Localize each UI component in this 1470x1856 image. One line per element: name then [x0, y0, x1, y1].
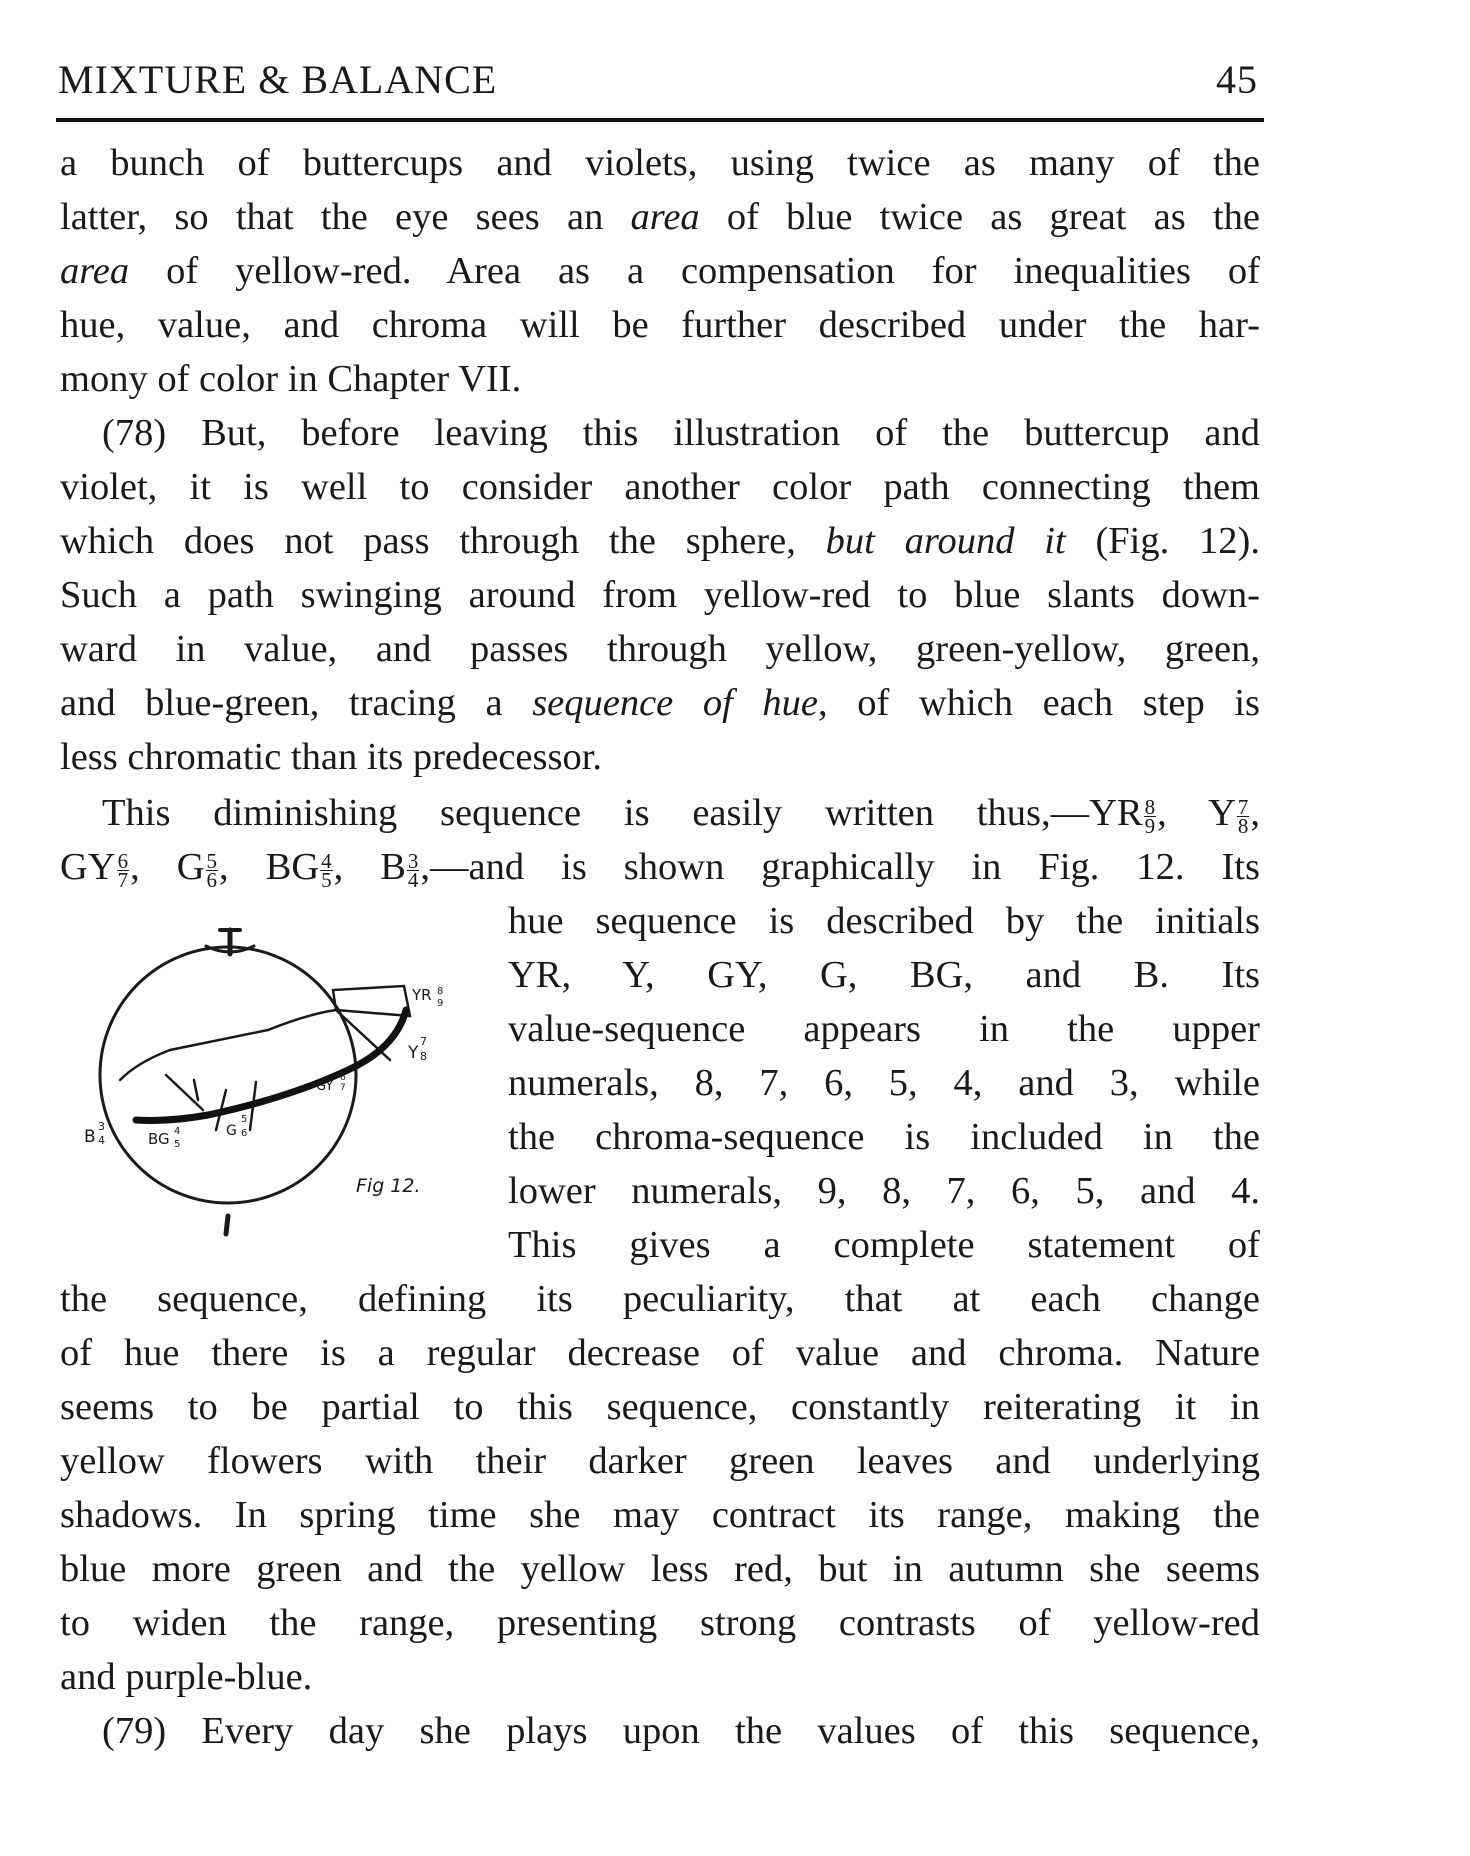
text-line: hue, value, and chroma will be further described under the har-	[60, 304, 1260, 346]
svg-text:4: 4	[98, 1134, 105, 1147]
svg-text:4: 4	[174, 1126, 181, 1137]
figure-caption: Fig 12.	[356, 1175, 421, 1197]
text-line: hue sequence is described by the initials	[508, 900, 1260, 942]
svg-text:5: 5	[174, 1139, 181, 1150]
text-line: to widen the range, presenting strong contrasts of yellow-red	[60, 1602, 1260, 1644]
label-y: Y	[408, 1043, 419, 1063]
header-rule	[56, 118, 1264, 122]
figure-12-color-sphere	[78, 910, 498, 1250]
sphere-outline	[100, 947, 356, 1203]
fraction: $\frac{5}{6}$	[206, 848, 218, 892]
text-line: area of yellow-red. Area as a compensation for inequalities of	[60, 250, 1260, 292]
text-line: lower numerals, 9, 8, 7, 6, 5, and 4.	[508, 1170, 1260, 1212]
text-line: (79) Every day she plays upon the values of this sequence,	[102, 1710, 1260, 1752]
svg-text:8: 8	[437, 986, 444, 997]
text-line: GY $\frac{6}{7}$ , G $\frac{5}{6}$ , BG $\frac{4}{5}$ , B $\frac{3}{4}$ ,—and is shown graphically in Fig. 12. Its	[60, 846, 1260, 892]
text-line: less chromatic than its predecessor.	[60, 736, 603, 778]
text-line: This diminishing sequence is easily written thus,—YR $\frac{8}{9}$ , Y $\frac{7}{8}$ ,	[102, 792, 1260, 838]
running-header	[56, 52, 1264, 108]
svg-text:6: 6	[340, 1073, 346, 1083]
text-line: blue more green and the yellow less red, but in autumn she seems	[60, 1548, 1260, 1590]
svg-text:5: 5	[241, 1114, 248, 1125]
page-number: 45	[1216, 57, 1258, 102]
text-line: which does not pass through the sphere, but around it (Fig. 12).	[60, 520, 1260, 562]
fraction: $\frac{7}{8}$	[1237, 794, 1249, 838]
text-line: the sequence, defining its peculiarity, that at each change	[60, 1278, 1260, 1320]
text-line: violet, it is well to consider another color path connecting them	[60, 466, 1260, 508]
label-yr: YR	[412, 986, 432, 1004]
fraction: $\frac{8}{9}$	[1144, 794, 1156, 838]
text-line: This gives a complete statement of	[508, 1224, 1260, 1266]
text-line: (78) But, before leaving this illustration of the buttercup and	[102, 412, 1260, 454]
svg-text:7: 7	[420, 1035, 427, 1048]
text-line: seems to be partial to this sequence, constantly reiterating it in	[60, 1386, 1260, 1428]
text-line: shadows. In spring time she may contract its range, making the	[60, 1494, 1260, 1536]
text-line: ward in value, and passes through yellow, green-yellow, green,	[60, 628, 1260, 670]
svg-text:9: 9	[437, 998, 444, 1009]
label-gy: GY	[316, 1079, 334, 1094]
bottom-axis	[226, 1216, 228, 1234]
sequence-path	[136, 1010, 406, 1120]
label-bg: BG	[148, 1130, 170, 1148]
chapter-title: MIXTURE & BALANCE	[58, 57, 498, 102]
label-b: B	[84, 1127, 96, 1147]
fraction: $\frac{3}{4}$	[407, 848, 419, 892]
fraction: $\frac{4}{5}$	[321, 848, 332, 892]
text-line: the chroma-sequence is included in the	[508, 1116, 1260, 1158]
wedge	[333, 986, 410, 1016]
text-line: yellow flowers with their darker green leaves and underlying	[60, 1440, 1260, 1482]
svg-text:7: 7	[340, 1083, 346, 1093]
text-line: latter, so that the eye sees an area of blue twice as great as the	[60, 196, 1260, 238]
text-line: and blue-green, tracing a sequence of hue, of which each step is	[60, 682, 1261, 724]
text-line: YR, Y, GY, G, BG, and B. Its	[508, 954, 1260, 996]
text-line: mony of color in Chapter VII.	[60, 358, 522, 400]
svg-text:6: 6	[241, 1128, 248, 1139]
text-line: and purple-blue.	[60, 1656, 313, 1698]
svg-text:3: 3	[98, 1120, 105, 1133]
svg-text:8: 8	[420, 1050, 427, 1063]
fraction: $\frac{6}{7}$	[117, 848, 129, 892]
text-line: a bunch of buttercups and violets, using twice as many of the	[60, 142, 1260, 184]
text-line: Such a path swinging around from yellow-red to blue slants down-	[60, 574, 1260, 616]
text-line: value-sequence appears in the upper	[508, 1008, 1260, 1050]
text-line: numerals, 8, 7, 6, 5, 4, and 3, while	[508, 1062, 1260, 1104]
label-g: G	[226, 1123, 237, 1139]
text-line: of hue there is a regular decrease of value and chroma. Nature	[60, 1332, 1260, 1374]
